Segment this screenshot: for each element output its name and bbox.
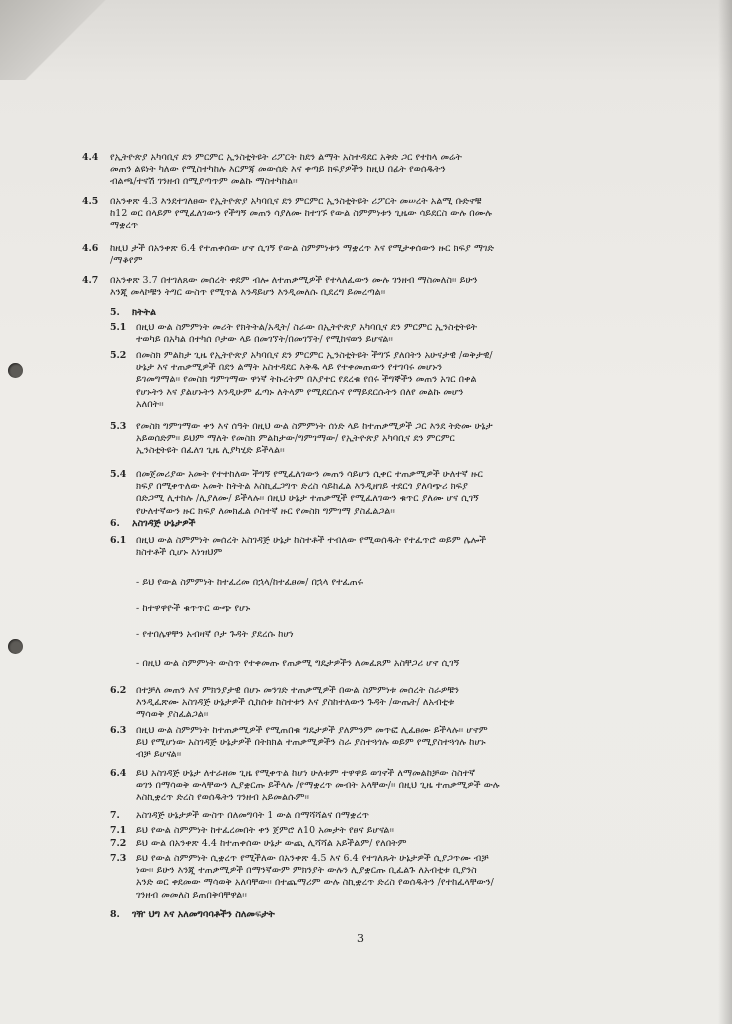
clause-text-line: በመስክ ምልከታ ጊዜ የኢትዮጵያ አካባቢና ደን ምርምር ኢንስቲትዩት ችግኙ ያለበትን አሁናታዊ /ወቅታዊ/ <box>136 350 493 361</box>
clause-text-line: ይገመግማል፡፡ የመስክ ግምገማው ዋነኛ ትኩረትም በእያተር የደረቁ የበሩ ችግኞችን መጠን አገር በቀል <box>136 374 477 386</box>
section-number: 6. <box>110 518 120 529</box>
clause-text-line: ከ12 ወር በላይም የሚፈለገውን የችግኝ መጠን ሳያለሙ ከተገኙ የውል ስምምነቱን ጊዜው ሳይደርስ ውሉ በሙሉ <box>110 208 492 220</box>
clause-text-line: ከዚህ ታች በአንቀጽ 6.4 የተጠቀሰው ሆኖ ሲገኝ የውል ስምምነቱን ማቋረጥ እና የሚታቀሰውን ዙር ክፍያ ማገድ <box>110 243 494 254</box>
clause-text-line: ገንዘብ መመለስ ይጠበቅባቸዋል፡፡ <box>136 889 247 901</box>
clause-text-line: ወገን በማሳወቅ ውላቸውን ሊያቋርጡ ይችላሉ /የማቋረጥ መብት አላቸው/፡፡ በዚህ ጊዜ ተጠቃሚዎች ውሉ <box>136 780 500 792</box>
clause-number: 5.2 <box>110 350 127 361</box>
bullet-item: - በዚህ ውል ስምምነት ውስጥ የተቀመጡ የጠቃሚ ግዴታዎችን ለመፈጸም አስቸጋሪ ሆኖ ሲገኝ <box>136 658 460 669</box>
clause-text-line: የሆኑትን እና ያልሆኑትን እንዲሁም ፈጣኑ ለትላም የሚደርሱና የማይደርሱትን በለየ መልኩ መሆን <box>136 386 464 398</box>
clause-number: 7. <box>110 810 120 821</box>
clause-number: 4.5 <box>82 196 99 207</box>
clause-text-line: ማቋረጥ <box>110 220 139 232</box>
bullet-item: - ከተዋዋዮች ቁጥጥር ውጭ የሆኑ <box>136 603 251 614</box>
clause-text-line: በዚህ ውል ስምምነት መሰረት አስገዳጅ ሁኔታ ከስተቶች ተብለው የሚወሰዱት የተፈጥሮ ወይም ሌሎች <box>136 535 487 546</box>
clause-text-line: በአንቀጽ 3.7 በተገለጸው መሰረት ቀደም ብሎ ለተጠቃሚዎች የተላለፈውን ሙሉ ገንዘብ ማስመለስ፡፡ ይሁን <box>110 275 478 286</box>
clause-number: 6.3 <box>110 725 127 736</box>
clause-text-line: የመስክ ግምገማው ቀን እና ሰዓት በዚህ ውል ስምምነት ሰነድ ላይ ከተጠቃሚዎች ጋር እንደ ትድሙ ሁኔታ <box>136 421 493 432</box>
clause-text-line: በአንቀጽ 4.3 እንደተገለፀው የኢትዮጵያ አካባቢና ደን ምርምር ኢንስቲትዩት ሪፖርት መሠረት አልሚ ቡድኖቹ <box>110 196 482 207</box>
bullet-item: - የተበሌዋቸን አብዛኛ ቦታ ጉዳት ያደረሱ ከሆነ <box>136 629 294 640</box>
clause-text-line: ብቻ ይሆናል፡፡ <box>136 749 182 761</box>
clause-text-line: /ማቆየም <box>110 255 143 267</box>
clause-text-line: ይህ አስገዳጅ ሁኔታ ለተራዘመ ጊዜ የሚቀጥል ከሆነ ሁለቱም ተዋዋይ ወገኖች ለማመልከቻው ስስተኛ <box>136 768 476 779</box>
clause-text-line: ይህ የውል ስምምነት ሲቋረጥ የሚችለው በአንቀጽ 4.5 እና 6.4 የተገለጹት ሁኔታዎች ሲያጋጥሙ ብቻ <box>136 853 489 864</box>
section-title: አስገዳጅ ሁኔታዎች <box>132 518 196 529</box>
clause-number: 4.4 <box>82 152 99 163</box>
clause-number: 6.1 <box>110 535 127 546</box>
section-title: ክትትል <box>132 307 157 318</box>
clause-text-line: አይወሰድም፡፡ ይህም ማለት የመስክ ምልከታው/ግምገማው/ የኢትዮጵያ አካባቢና ደን ምርምር <box>136 433 455 445</box>
section-title: ገዥ ህግ እና አለመግባባቶችን ስለመፍታት <box>132 909 275 920</box>
clause-text-line: በተቻለ መጠን እና ምክንያታዊ በሆኑ መንገድ ተጠቃሚዎች በውል ስምምነቱ መሰረት ስራዎቹን <box>136 685 460 696</box>
clause-text-line: በዚህ ውል ስምምነት ከተጠቃሚዎች የሚጠበቁ ግዴታዎች ያለምንም መጥፎ ሊፈፀሙ ይችላሉ፡፡ ሆኖም <box>136 725 488 736</box>
clause-text-line: እስኪቋረጥ ድረስ የወሰዱትን ገንዘብ አይመልሱም፡፡ <box>136 792 310 804</box>
clause-text-line: አንድ ወር ቀደመው ማሳወቅ አለባቸው፡፡ በተጨማሪም ውሉ ስኪቋረጥ ድረስ የወሰዱትን /የተከፈላቸውን/ <box>136 877 494 889</box>
clause-text-line: ማሳወቅ ያስፈልጋል፡፡ <box>136 709 209 721</box>
clause-text-line: ክስተቶች ሲሆኑ እነዝህም <box>136 547 223 559</box>
section-number: 5. <box>110 307 120 318</box>
clause-text-line: እንጂ መላኮቹን ትግር ውስጥ የሚጥል እንዳይሆን እንዲመለሱ ቢደረግ ይመረጣል፡፡ <box>110 287 386 299</box>
punch-hole <box>8 639 23 654</box>
clause-text-line: ብልጫ/ተናሽ ገንዘብ በሚያጣጥም መልኩ ማስተካከል፡፡ <box>110 176 298 188</box>
page-edge-shadow <box>718 0 732 1024</box>
bullet-item: - ይህ የውል ስምምነት ከተፈረመ በኋላ/ከተፈፀመ/ በኋላ የተፈጠሩ <box>136 577 364 588</box>
clause-number: 4.6 <box>82 243 99 254</box>
clause-text-line: ይህ የውል ስምምነት ከተፈረመበት ቀን ጀምሮ ለ10 አመታት የፀና ይሆናል፡፡ <box>136 825 395 836</box>
clause-text-line: ክፍያ በሚቀጥለው አመት ከትትል እስኪፈጋግጥ ድረስ ሳይከፈል እንዲዘገይ ተደርጎ ያለባጭሪ ክፍያ <box>136 481 468 493</box>
section-number: 8. <box>110 909 120 920</box>
clause-text-line: እንዲፈጽሙ አስገዳጅ ሁኔታዎች ሲከሰቱ ከስተቱን እና ያስከተለውን ጉዳት /ውጤት/ ለአብቲቱ <box>136 697 455 709</box>
clause-number: 6.4 <box>110 768 127 779</box>
clause-text-line: በዚህ ውል ስምምነት መሪት የክትትል/አዲት/ ስራው በኢትዮጵያ አካባቢና ደን ምርምር ኢንስቲትዩት <box>136 322 478 333</box>
page-number: 3 <box>357 932 364 945</box>
clause-text-line: ይህ ውል በአንቀጽ 4.4 ከተጠቀሰው ሁኔታ ውጪ ሊሻሻል አይችልም/ የለበትም <box>136 838 407 849</box>
clause-text-line: ተወካይ በአካል በተካሰ ቦታው ላይ በመገኘት/በመገኘት/ የሚከናወን ይሆናል፡፡ <box>136 334 393 346</box>
clause-number: 7.1 <box>110 825 127 836</box>
clause-text-line: ይህ የሚሆነው አስገዳጅ ሁኔታዎች በትክክል ተጠቃሚዎችን ስራ ያስተጓጎሉ ወይም የሚያስተጓጎሉ ከሆኑ <box>136 737 486 749</box>
clause-number: 7.3 <box>110 853 127 864</box>
clause-text-line: የኢትዮጵያ አካባቢና ደን ምርምር ኢንስቲትዩት ሪፖርት ከደን ልማት አስተዳደር አቅድ ጋር የተከላ መሬት <box>110 152 462 163</box>
clause-text-line: በመጀመሪያው አመት የተተከለው ችግኝ የሚፈለገውን መጠን ሳይሆን ሲቀር ተጠቃሚዎች ሁለተኛ ዙር <box>136 469 483 480</box>
clause-text-line: ሁኔታ እና ተጠቃሚዎች በደን ልማት አስተዳደር እቅዱ ላይ የተቀመጠውን የተገባሩ መሆኑን <box>136 362 443 374</box>
clause-text-line: አስገዳጅ ሁኔታዎች ውስጥ በለመግባት 1 ውል በማሻሻልና በማቋረጥ <box>136 810 370 821</box>
clause-text-line: ኢንስቲትዩት በፈለገ ጊዜ ሊያካሂድ ይችላል፡፡ <box>136 445 285 457</box>
clause-text-line: በድጋሚ ሊተከሉ /ሊያለሙ/ ይችላሉ፡፡ በዚህ ሁኔታ ተጠቃሚች የሚፈለገውን ቁጥር ያለሙ ሆና ሲገኝ <box>136 493 479 505</box>
clause-text-line: ነው፡፡ ይሁን እንጂ ተጠቃሚዎች በማንኛውም ምክንያት ውሉን ሊያቋርጡ ቢፈልጉ ለአብቲቱ ቢያንስ <box>136 865 477 877</box>
clause-text-line: የሁለተኛውን ዙር ክፍያ ለመክፈል ሶስተኛ ዙር የመስክ ግምገማ ያስፈልጋል፡፡ <box>136 505 395 517</box>
clause-number: 5.1 <box>110 322 127 333</box>
clause-number: 4.7 <box>82 275 99 286</box>
clause-number: 6.2 <box>110 685 127 696</box>
clause-number: 7.2 <box>110 838 127 849</box>
clause-text-line: አለበት፡፡ <box>136 398 164 410</box>
clause-number: 5.3 <box>110 421 127 432</box>
punch-hole <box>8 363 23 378</box>
folded-corner <box>0 0 110 80</box>
clause-number: 5.4 <box>110 469 127 480</box>
clause-text-line: መጠን ልዩነት ካለው የሚስተካከሉ እርምጃ መውሰድ እና ቀጣይ ክፍያዎችን ከዚህ በፊት የወሰዱትን <box>110 164 446 176</box>
